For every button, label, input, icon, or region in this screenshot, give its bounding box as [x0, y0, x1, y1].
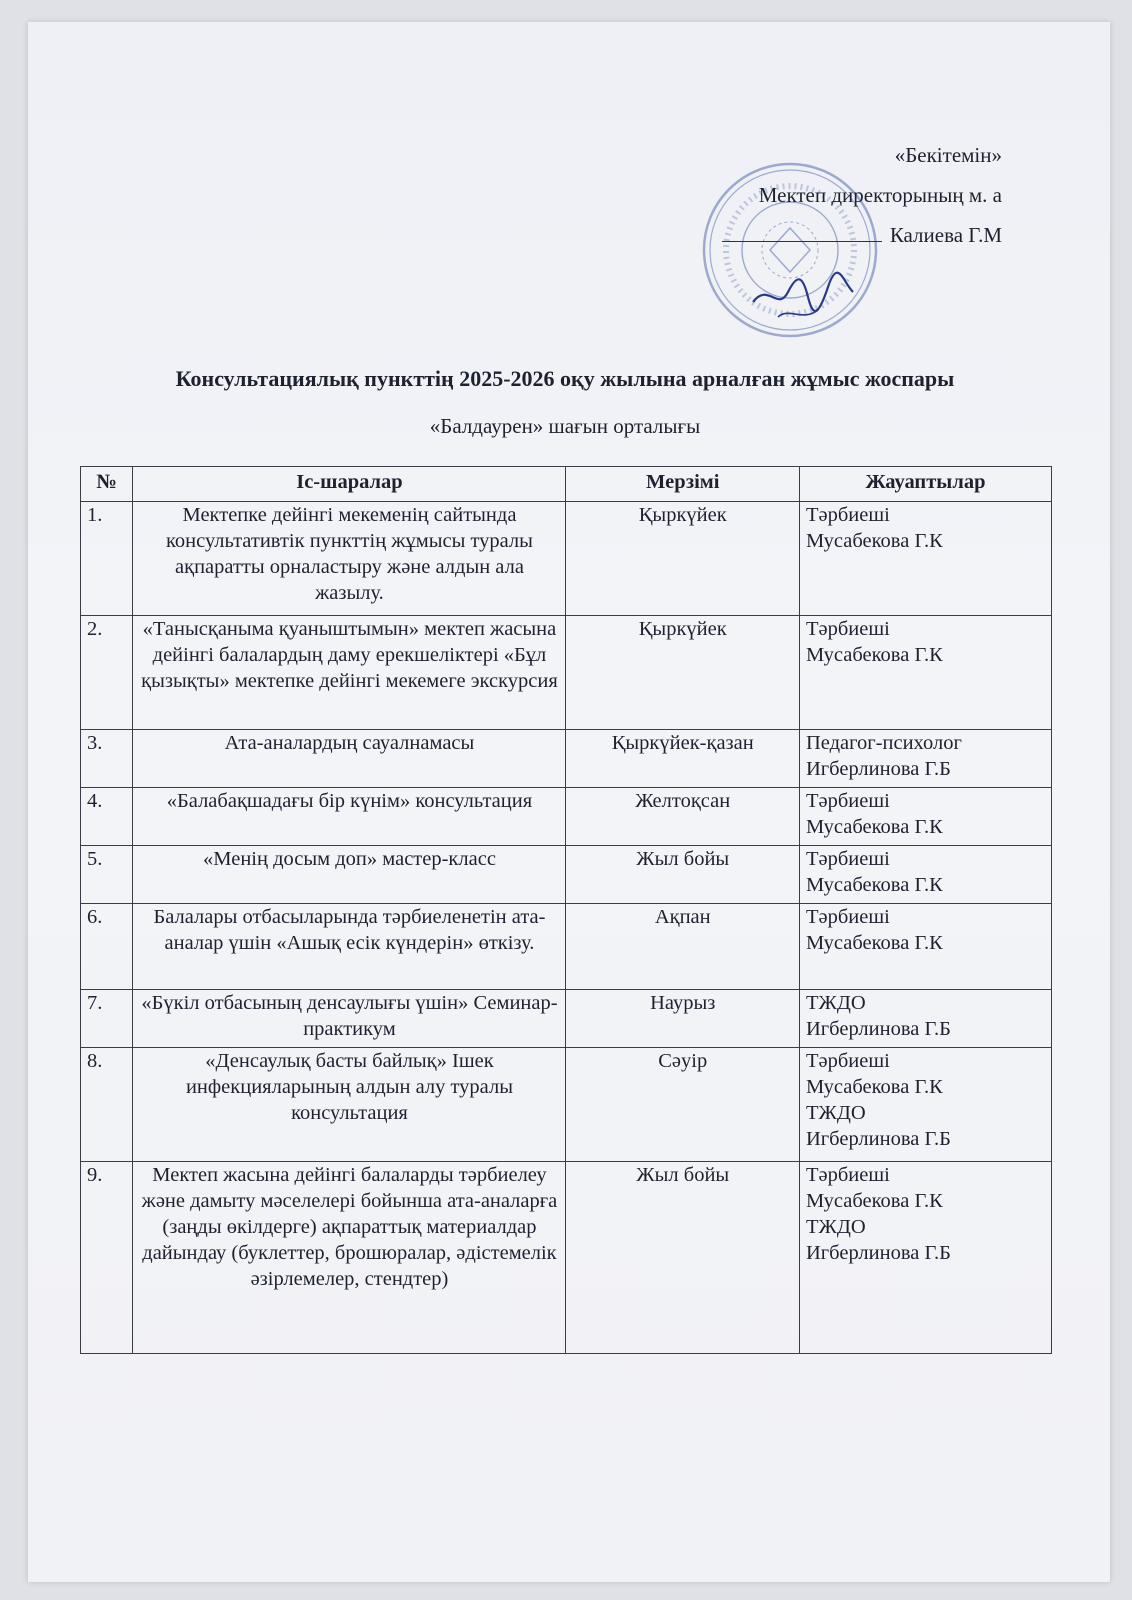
responsible-role: Тәрбиеші	[805, 848, 890, 870]
responsible-role: Тәрбиеші	[805, 618, 890, 640]
header-responsible: Жауаптылар	[799, 467, 1051, 502]
director-name: Калиева Г.М	[889, 223, 1002, 247]
responsible-role: Тәрбиеші	[805, 790, 890, 812]
approval-label: «Бекітемін»	[894, 143, 1002, 167]
row-term: Жыл бойы	[566, 846, 799, 904]
row-responsible	[799, 616, 1051, 730]
row-number: 8.	[81, 1048, 133, 1162]
approval-block	[642, 135, 1002, 255]
row-responsible	[799, 788, 1051, 846]
row-number: 1.	[81, 502, 133, 616]
row-event: «Денсаулық басты байлық» Ішек инфекцияларының алдын алу туралы консультация	[133, 1048, 566, 1162]
responsible-person: Мусабекова Г.К	[805, 874, 943, 896]
table-row	[81, 730, 1052, 788]
table-row	[81, 1162, 1052, 1354]
responsible-person: Игберлинова Г.Б	[805, 1128, 951, 1150]
responsible-person: Мусабекова Г.К	[805, 1076, 943, 1098]
row-responsible	[799, 846, 1051, 904]
signature-icon	[748, 262, 858, 332]
responsible-role: Тәрбиеші	[805, 504, 890, 526]
page-title: Консультациялық пункттің 2025-2026 оқу жылына арналған жұмыс жоспары	[175, 366, 955, 391]
row-number: 5.	[81, 846, 133, 904]
row-term: Сәуір	[566, 1048, 799, 1162]
row-term: Қыркүйек-қазан	[566, 730, 799, 788]
row-responsible	[799, 1048, 1051, 1162]
table-row	[81, 502, 1052, 616]
row-event: «Балабақшадағы бір күнім» консультация	[133, 788, 566, 846]
responsible-person: Игберлинова Г.Б	[805, 758, 951, 780]
responsible-role: ТЖДО	[805, 1216, 866, 1238]
table-row	[81, 904, 1052, 990]
row-term: Желтоқсан	[566, 788, 799, 846]
responsible-person: Игберлинова Г.Б	[805, 1242, 951, 1264]
responsible-person: Мусабекова Г.К	[805, 1190, 943, 1212]
row-event: «Менің досым доп» мастер-класс	[133, 846, 566, 904]
row-event: «Танысқаныма қуаныштымын» мектеп жасына дейінгі балалардың даму ерекшеліктері «Бұл қызықты» мектепке дейінгі мекемеге экскурсия	[133, 616, 566, 730]
responsible-role: Тәрбиеші	[805, 906, 890, 928]
signature-underline	[722, 223, 882, 242]
row-number: 3.	[81, 730, 133, 788]
row-event: Мектепке дейінгі мекеменің сайтында консультативтік пункттің жұмысы туралы ақпаратты орналастыру және алдын ала жазылу.	[133, 502, 566, 616]
table-header-row	[81, 467, 1052, 502]
row-responsible	[799, 904, 1051, 990]
responsible-role: Тәрбиеші	[805, 1164, 890, 1186]
table-row	[81, 616, 1052, 730]
responsible-role: ТЖДО	[805, 992, 866, 1014]
row-event: Балалары отбасыларында тәрбиеленетін ата-аналар үшін «Ашық есік күндерін» өткізу.	[133, 904, 566, 990]
table-row	[81, 788, 1052, 846]
responsible-person: Мусабекова Г.К	[805, 530, 943, 552]
responsible-person: Мусабекова Г.К	[805, 932, 943, 954]
row-event: Мектеп жасына дейінгі балаларды тәрбиелеу және дамыту мәселелері бойынша ата-аналарға (заңды өкілдерге) ақпараттық материалдар дайындау (буклеттер, брошюралар, әдістемелік әзірлемелер, стендтер)	[133, 1162, 566, 1354]
table-row	[81, 990, 1052, 1048]
responsible-role: ТЖДО	[805, 1102, 866, 1124]
table-row	[81, 846, 1052, 904]
row-number: 9.	[81, 1162, 133, 1354]
row-number: 7.	[81, 990, 133, 1048]
row-event: Ата-аналардың сауалнамасы	[133, 730, 566, 788]
responsible-person: Игберлинова Г.Б	[805, 1018, 951, 1040]
responsible-person: Мусабекова Г.К	[805, 816, 943, 838]
row-term: Қыркүйек	[566, 616, 799, 730]
header-number: №	[81, 467, 133, 502]
page-subtitle: «Балдаурен» шағын орталығы	[429, 414, 701, 438]
row-responsible	[799, 502, 1051, 616]
row-responsible	[799, 990, 1051, 1048]
row-number: 2.	[81, 616, 133, 730]
table-row	[81, 1048, 1052, 1162]
work-plan-table	[80, 466, 1052, 1354]
responsible-role: Тәрбиеші	[805, 1050, 890, 1072]
director-signature-line	[642, 215, 1002, 255]
row-term: Қыркүйек	[566, 502, 799, 616]
header-events: Іс-шаралар	[133, 467, 566, 502]
row-number: 6.	[81, 904, 133, 990]
row-term: Ақпан	[566, 904, 799, 990]
row-responsible	[799, 730, 1051, 788]
responsible-role: Педагог-психолог	[805, 732, 962, 754]
row-responsible	[799, 1162, 1051, 1354]
row-number: 4.	[81, 788, 133, 846]
director-position: Мектеп директорының м. а	[758, 183, 1002, 207]
row-event: «Бүкіл отбасының денсаулығы үшін» Семинар-практикум	[133, 990, 566, 1048]
header-term: Мерзімі	[566, 467, 799, 502]
responsible-person: Мусабекова Г.К	[805, 644, 943, 666]
row-term: Жыл бойы	[566, 1162, 799, 1354]
row-term: Наурыз	[566, 990, 799, 1048]
